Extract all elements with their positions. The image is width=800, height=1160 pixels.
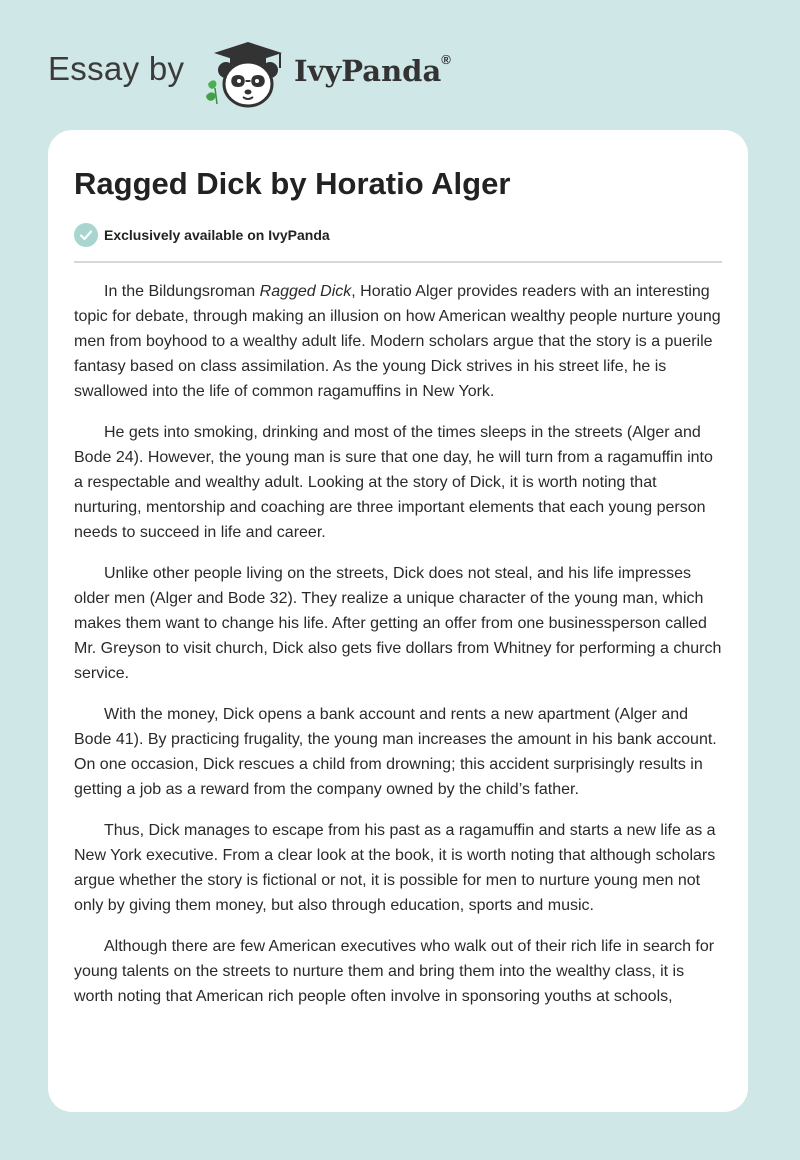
divider — [74, 261, 722, 263]
exclusive-badge — [74, 223, 330, 247]
paragraph: Although there are few American executives who walk out of their rich life in search for young talents on the streets to nurture them and bring them into the wealthy class, it is worth noting that American rich people often involve in sponsoring youths at schools, — [74, 938, 715, 1005]
book-title-italic: Ragged Dick — [259, 283, 352, 300]
paragraph: He gets into smoking, drinking and most of the times sleeps in the streets (Alger and Bode 24). However, the young man is sure that one day, he will turn from a ragamuffin into a respectable and wealthy adult. Looking at the story of Dick, it is worth noting that nurturing, mentorship and coaching are three important elements that each young person needs to succeed in life and career. — [74, 424, 713, 541]
exclusive-badge-label: Exclusively available on IvyPanda — [104, 227, 330, 243]
paragraph-text: , Horatio Alger provides readers with an interesting topic for debate, through making an illusion on how American wealthy people nurture young men from boyhood to a wealthy adult life. Modern scholars argue that the story is a puerile fantasy based on class assimilation. As the young Dick strives in his street life, he is swallowed into the life of common ragamuffins in New York. — [74, 283, 721, 400]
paragraph — [74, 279, 724, 404]
paragraph: With the money, Dick opens a bank account and rents a new apartment (Alger and Bode 41). By practicing frugality, the young man increases the amount in his bank account. On one occasion, Dick rescues a child from drowning; this accident surprisingly results in getting a job as a reward from the company owned by the child’s father. — [74, 706, 717, 798]
checkmark-icon — [74, 223, 98, 247]
essay-body — [74, 279, 724, 1025]
paragraph: Unlike other people living on the streets, Dick does not steal, and his life impresses older men (Alger and Bode 32). They realize a unique character of the young man, which makes them want to change his life. After getting an offer from one businessperson called Mr. Greyson to visit church, Dick also gets five dollars from Whitney for performing a church service. — [74, 565, 722, 682]
essay-card — [48, 130, 748, 1112]
brand-text: IvyPanda — [294, 54, 442, 88]
paragraph-text: In the Bildungsroman — [104, 283, 260, 300]
site-header — [0, 0, 800, 130]
page-title: Ragged Dick by Horatio Alger — [74, 166, 511, 201]
registered-mark: ® — [441, 52, 451, 67]
paragraph: Thus, Dick manages to escape from his past as a ragamuffin and starts a new life as a New York executive. From a clear look at the book, it is worth noting that although scholars argue whether the story is fictional or not, it is possible for men to nurture young men not only by giving them money, but also through education, sports and music. — [74, 822, 716, 914]
ivypanda-panda-logo-icon[interactable] — [202, 38, 294, 110]
essay-by-label: Essay by — [48, 50, 185, 87]
brand-name[interactable] — [294, 54, 451, 88]
